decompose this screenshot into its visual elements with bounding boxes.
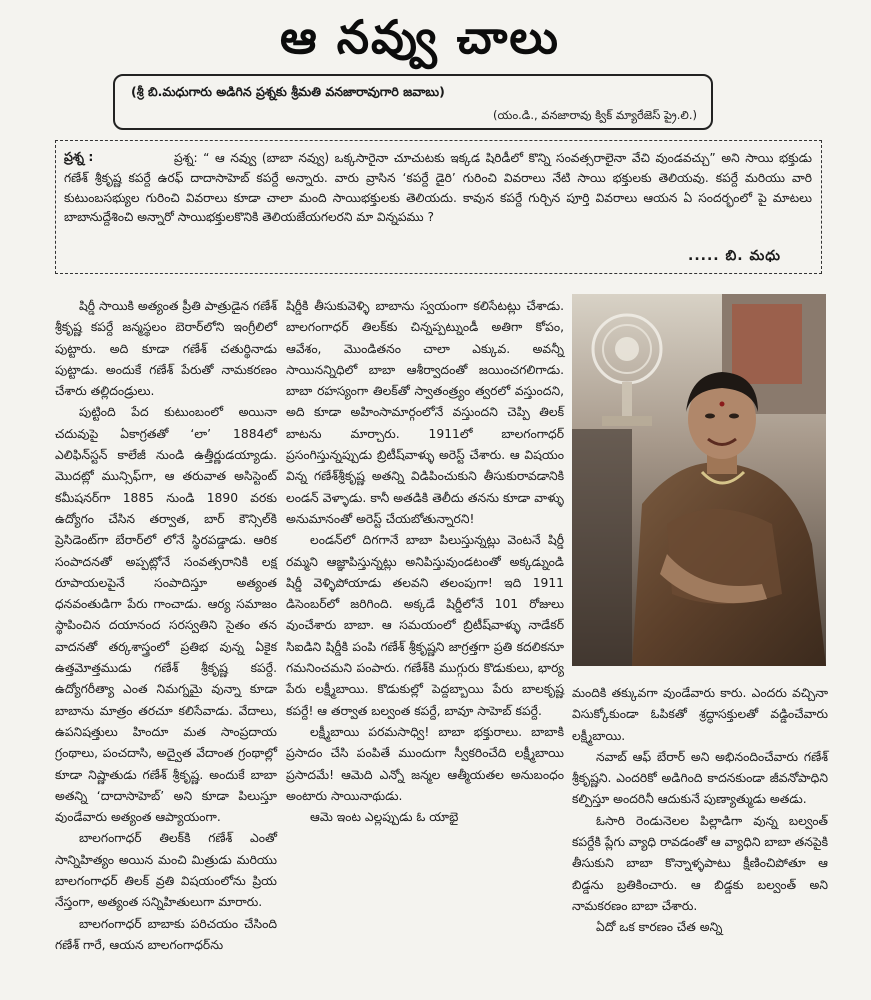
col3-para-2: నవాబ్ ఆఫ్ బేరార్ అని అభినందించేవారు గణేశ్ శ్రీకృష్ణని. ఎందరికో అడిగింది కాదనకుండా జీవనోపాధిని కల్పిస్తూ అందరినీ ఆదుకునే పుణ్యాత్ముడు అతడు. [572,749,828,807]
question-box [55,140,822,274]
question-label: ప్రశ్న : [64,149,94,164]
col1-para-1: షిర్డీ సాయికి అత్యంత ప్రీతి పాత్రుడైన గణేశ్ శ్రీకృష్ణ కపర్దే జన్మస్థలం బెరార్‌లోని ఇంగ్రీలిలో పుట్టారు. అది కూడా గణేశ్ చతుర్థినాడు పుట్టాడు. అందుకే గణేశ్ పేరుతో నామకరణం చేశారు తల్లిదండ్రులు. [55,299,277,399]
article-column-1 [55,296,277,996]
col3-para-3: ఓసారి రెండునెలల పిల్లాడిగా వున్న బల్వంత్ కపర్దేకి ప్లేగు వ్యాధి రావడంతో ఆ వ్యాధిని బాబా తనపైకి తీసుకుని బాబా కొన్నాళ్ళపాటు క్షీణించిపోతూ ఆ బిడ్డను బ్రతికించారు. ఆ బిడ్డకు బల్వంత్ అని నామకరణం బాబా చేశారు. [572,813,829,913]
col2-para-1: షిర్డీకి తీసుకువెళ్ళి బాబాను స్వయంగా కలిసేటట్లు చేశాడు. బాలగంగాధర్ తిలక్‌కు చిన్నప్పట్నుండీ అతిగా కోపం, ఆవేశం, మొండితనం చాలా ఎక్కువ. అవన్నీ సాయినన్నిధిలో బాబా ఆశీర్వాదంతో జయించగలిగాడు. బాబా రహస్యంగా తిలక్‌తో స్వాతంత్ర్యం త్వరలో వస్తుందని, అది కూడా అహింసామార్గంలోనే వస్తుందని చెప్పి తిలక్ బాటను మార్చారు. 1911లో బాలగంగాధర్ ప్రసంగిస్తున్నప్పుడు బ్రిటీష్‌వాళ్ళు అరెస్ట్ చేశారు. ఆ విషయం విన్న గణేశ్‌శ్రీకృష్ణ అతన్ని విడిపించుకుని తీసుకురావడానికి లండన్ వెళ్ళాడు. కానీ అతడికి తెలీదు తనను కూడా వాళ్ళు అనుమానంతో అరెస్ట్ చేయబోతున్నారని! [286,299,564,526]
subtitle-line: (శ్రీ బి.మధుగారు అడిగిన ప్రశ్నకు శ్రీమతి వనజారావుగారి జవాబు) [131,84,445,99]
col1-para-3: బాలగంగాధర్ తిలక్‌కి గణేశ్ ఎంతో సాన్నిహిత్యం అయిన మంచి మిత్రుడు మరియు బాలగంగాధర్ తిలక్ వ్రతి విషయంలోను ప్రియ నేస్తంగా, అత్యంత సన్నిహితులుగా మారారు. [55,831,277,910]
col2-para-2: లండన్‌లో దిగగానే బాబా పిలుస్తున్నట్లు వెంటనే షిర్డీ రమ్మని ఆజ్ఞాపిస్తున్నట్లు అనిపిస్తువుండటంతో అక్కడ్నుండి షిర్డీ వెళ్ళిపోయాడు తలవని తలంపుగా! ఇది 1911 డిసెంబర్‌లో జరిగింది. అక్కడే షిర్డీలోనే 101 రోజులు వుంచేశారు బాబా. ఆ సమయంలో బ్రిటీష్‌వాళ్ళు నాడేకర్ సిఐడిని షిర్డీకి పంపి గణేశ్ శ్రీకృష్ణని జాగ్రత్తగా ప్రతి కదలికనూ గమనించమని పంపారు. గణేశ్‌కి ముగ్గురు కొడుకులు, భార్య పేరు లక్ష్మీబాయి. కొడుకుల్లో పెద్దబ్బాయి పేరు బాలకృష్ణ కపర్దే! ఆ తర్వాత బల్వంత కపర్దే, బావూ సాహెబ్ కపర్దే. [286,533,564,718]
portrait-photo [572,294,826,666]
portrait-photo-graphic [572,294,826,666]
col1-para-4: బాలగంగాధర్ బాబాకు పరిచయం చేసింది గణేశ్ గారే, ఆయన బాలగంగాధర్‌ను [55,916,277,952]
article-column-3 [572,683,828,993]
col3-para-1: మందికి తక్కువగా వుండేవారు కారు. ఎందరు వచ్చినా విసుక్కోకుండా ఓపికతో శ్రద్ధాసక్తులతో వడ్డించేవారు లక్ష్మీబాయి. [572,686,828,743]
subtitle-credit: (యం.డి., వనజారావు క్విక్ మ్యారేజెస్ ప్రై.లి.) [493,108,697,122]
question-signature: ..... బి. మధు [688,248,781,264]
col1-para-2: పుట్టింది పేద కుటుంబంలో అయినా చదువుపై ఏకాగ్రతతో ‘లా’ 1884లో ఎలిఫిన్‌స్టన్ కాలేజీ నుండి ఉత్తీర్ణుడయ్యాడు. మొదట్లో మున్సిఫ్‌గా, ఆ తరువాత అసిస్టెంట్ కమీషనర్‌గా 1885 నుండి 1890 వరకు ఉద్యోగం చేసిన తర్వాత, బార్ కౌన్సిల్‌కి ప్రెసిడెంట్‌గా బేరార్‌లో లోనే స్థిరపడ్డాడు. ఆరిక సంపాదనతో అప్పట్లోనే సంవత్సరానికి లక్ష రూపాయలపైనే సంపాదిస్తూ అత్యంత ధనవంతుడిగా పేరు గాంచాడు. ఆర్య సమాజం స్థాపించిన దయానంద సరస్వతిని సైతం తన వాదనతో తర్కశాస్త్రంలో ప్రతిభ వున్న ఏకైక ఉత్తమోత్తముడు గణేశ్ శ్రీకృష్ణ కపర్దే. ఉద్యోగరీత్యా ఎంత నిమగ్నమై వున్నా కూడా బాబాను మాత్రం తరచూ కలిసేవాడు. వేదాలు, ఉపనిషత్తులు హిందూ మత సాంప్రదాయ గ్రంథాలు, పంచదాసి, అద్వైత వేదాంత గ్రంథాల్లో కూడా నిష్ణాతుడు గణేశ్ శ్రీకృష్ణ. అందుకే బాబా అతన్ని ‘దాదాసాహెబ్’ అని కూడా పిలుస్తూ వుండేవారు అత్యంత ఆప్యాయంగా. [55,405,277,825]
col2-para-4: ఆమె ఇంట ఎల్లప్పుడు ఓ యాభై [310,810,459,825]
question-text: ప్రశ్న: “ ఆ నవ్వు (బాబా నవ్వు) ఒక్కసారైనా చూచుటకు ఇక్కడ షిరిడీలో కొన్ని సంవత్సరాలైనా వేచి వుండవచ్చు” అని సాయి భక్తుడు గణేశ్ శ్రీకృష్ణ కపర్దే ఉరఫ్ దాదాసాహెబ్ కపర్దే అన్నారు. వారు వ్రాసిన ‘కపర్దే డైరి’ గురించి వివరాలు నేటి సాయి భక్తులకు తెలియవు. కపర్దే మరియు వారి కుటుంబసభ్యుల గురించి వివరాలు కూడా చాలా మంది సాయిభక్తులకు తెలియదు. కావున కపర్దే గుర్చిన పూర్తి వివరాలు ఆయన ఏ సందర్భంలో పై మాటలు బాబానుద్దేశించి అన్నారో సాయిభక్తులకొనికి తెలియజేయగలరని మా విన్నపము ? [64,151,812,225]
col3-para-4: ఏదో ఒక కారణం చేత అన్ని [596,920,723,935]
subtitle-box [113,74,713,130]
col2-para-3: లక్ష్మీబాయి పరమసాధ్వి! బాబా భక్తురాలు. బాబాకి ప్రసాదం చేసి పంపితే ముందుగా స్వీకరించేది లక్ష్మీబాయి ప్రసాదమే! ఆమెది ఎన్నో జన్మల ఆత్మీయతల అనుబంధం అంటారు సాయినాథుడు. [286,724,564,803]
headline: ఆ నవ్వు చాలు [280,10,560,64]
article-column-2 [286,296,564,996]
